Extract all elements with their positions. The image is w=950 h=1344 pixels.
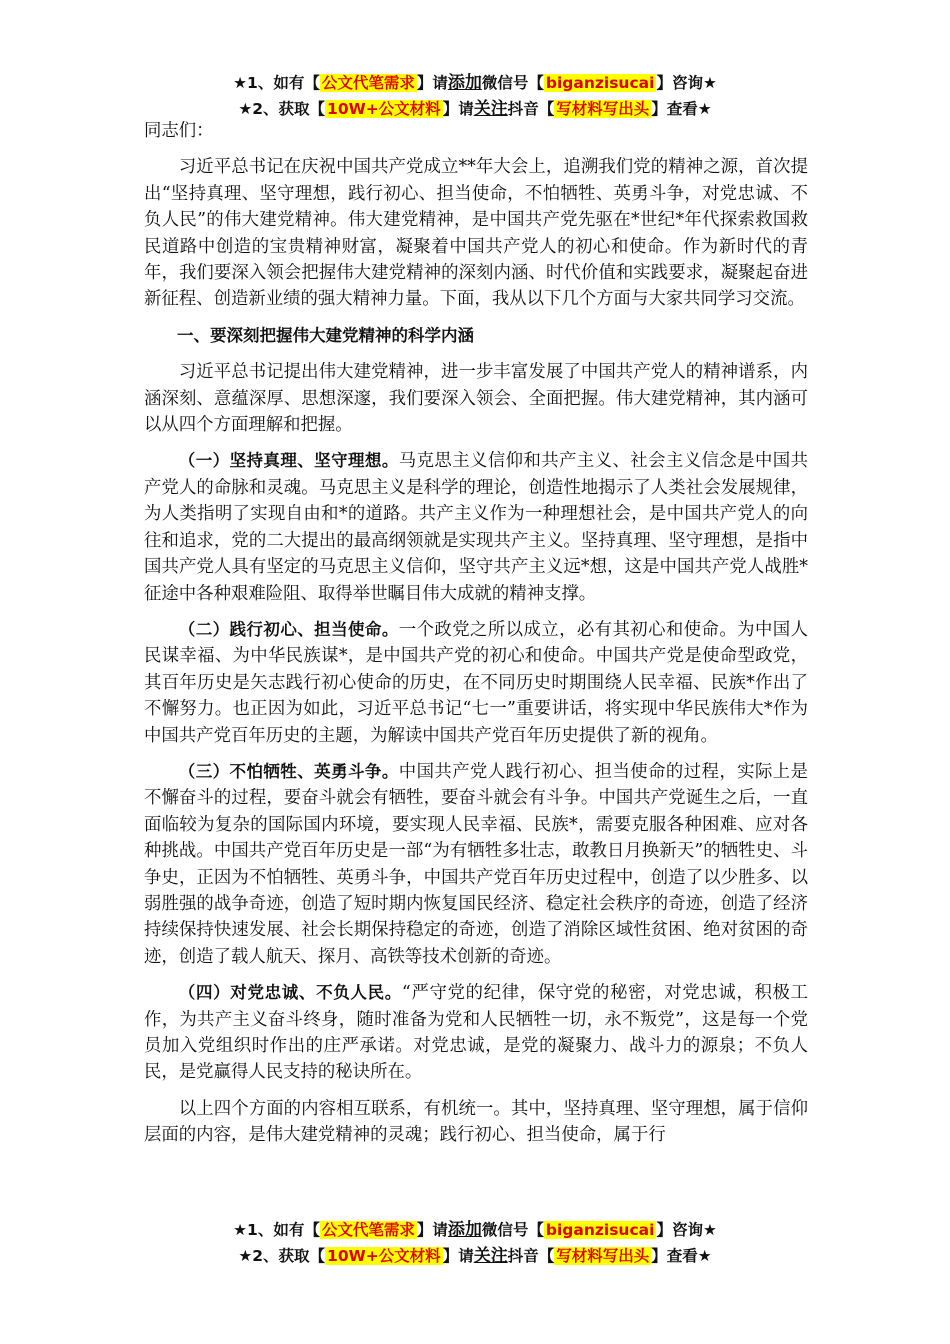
overview-paragraph: 习近平总书记提出伟大建党精神，进一步丰富发展了中国共产党人的精神谱系，内涵深刻、意蕴深厚、思想深邃，我们要深入领会、全面把握。伟大建党精神，其内涵可以从四个方面理解和把握。 bbox=[144, 362, 808, 436]
highlight-materials: 10W+公文材料 bbox=[327, 1247, 441, 1265]
intro-paragraph: 习近平总书记在庆祝中国共产党成立**年大会上，追溯我们党的精神之源，首次提出“坚持真理、坚守理想，践行初心、担当使命，不怕牺牲、英勇斗争，对党忠诚、不负人民”的伟大建党精神。伟大建党精神，是中国共产党先驱在*世纪*年代探索救国救民道路中创造的宝贵精神财富，凝聚着中国共产党人的初心和使命。作为新时代的青年，我们要深入领会把握伟大建党精神的深刻内涵、时代价值和实践要求，凝聚起奋进新征程、创造新业绩的强大精神力量。下面，我从以下几个方面与大家共同学习交流。 bbox=[144, 157, 808, 310]
document-body bbox=[144, 118, 808, 1159]
section-body-2: 一个政党之所以成立，必有其初心和使命。为中国人民谋幸福、为中华民族谋*，是中国共产党的初心和使命。中国共产党是使命型政党，其百年历史是矢志践行初心使命的历史，在不同历史时期围绕人民幸福、民族*作出了不懈努力。也正因为如此，习近平总书记“七一”重要讲话，将实现中华民族伟大*作为中国共产党百年历史的主题，为解读中国共产党百年历史提供了新的视角。 bbox=[144, 619, 808, 746]
follow-link-text: 关注 bbox=[473, 99, 508, 119]
section-body-1: 马克思主义信仰和共产主义、社会主义信念是中国共产党人的命脉和灵魂。马克思主义是科学的理论，创造性地揭示了人类社会发展规律，为人类指明了实现自由和*的道路。共产主义作为一种理想社会，是中国共产党人的向往和追求，党的二大提出的最高纲领就是实现共产主义。坚持真理、坚守理想，是指中国共产党人具有坚定的马克思主义信仰，坚守共产主义远*想，这是中国共产党人战胜*征途中各种艰难险阻、取得举世瞩目伟大成就的精神支撑。 bbox=[144, 451, 808, 604]
salutation: 同志们： bbox=[144, 121, 214, 141]
section-heading-1: 一、要深刻把握伟大建党精神的科学内涵 bbox=[177, 325, 474, 345]
section-paragraph-1 bbox=[144, 448, 808, 606]
follow-link-text: 关注 bbox=[473, 1246, 508, 1266]
bottom-banner-line-2: ★2、获取【 10W+公文材料 】请关注抖音【 写材料写出头 】查看★ bbox=[238, 1246, 712, 1266]
section-lead-4: （四）对党忠诚、不负人民。 bbox=[178, 983, 402, 1003]
top-banner-line-1: ★1、如有【 公文代笔需求 】请添加微信号【 biganzisucai 】咨询★ bbox=[233, 73, 717, 93]
section-body-4: “严守党的纪律，保守党的秘密，对党忠诚，积极工作，为共产主义奋斗终身，随时准备为党和人民牺牲一切，永不叛党”，这是每一个党员加入党组织时作出的庄严承诺。对党忠诚，是党的凝聚力、战斗力的源泉；不负人民，是党赢得人民支持的秘诀所在。 bbox=[144, 983, 808, 1083]
highlight-ghostwriting: 公文代笔需求 bbox=[321, 74, 415, 92]
highlight-douyin-account: 写材料写出头 bbox=[556, 100, 650, 118]
section-paragraph-3 bbox=[144, 759, 808, 970]
add-link-text: 添加 bbox=[447, 1220, 482, 1240]
section-lead-3: （三）不怕牺牲、英勇斗争。 bbox=[178, 761, 399, 781]
highlight-materials: 10W+公文材料 bbox=[327, 100, 441, 118]
add-link-text: 添加 bbox=[447, 73, 482, 93]
summary-paragraph: 以上四个方面的内容相互联系，有机统一。其中，坚持真理、坚守理想，属于信仰层面的内容，是伟大建党精神的灵魂；践行初心、担当使命，属于行 bbox=[144, 1098, 808, 1146]
section-lead-2: （二）践行初心、担当使命。 bbox=[178, 619, 399, 639]
bottom-banner-line-1: ★1、如有【 公文代笔需求 】请添加微信号【 biganzisucai 】咨询★ bbox=[233, 1220, 717, 1240]
section-paragraph-4 bbox=[144, 980, 808, 1086]
highlight-ghostwriting: 公文代笔需求 bbox=[321, 1221, 415, 1239]
highlight-douyin-account: 写材料写出头 bbox=[556, 1247, 650, 1265]
section-body-3: 中国共产党人践行初心、担当使命的过程，实际上是不懈奋斗的过程，要奋斗就会有牺牲，要奋斗就会有斗争。中国共产党诞生之后，一直面临较为复杂的国际国内环境，要实现人民幸福、民族*，需要克服各种困难、应对各种挑战。中国共产党百年历史是一部“为有牺牲多壮志，敢教日月换新天”的牺牲史、斗争史，正因为不怕牺牲、英勇斗争，中国共产党百年历史过程中，创造了以少胜多、以弱胜强的战争奇迹，创造了短时期内恢复国民经济、稳定社会秩序的奇迹，创造了经济持续保持快速发展、社会长期保持稳定的奇迹，创造了消除区域性贫困、绝对贫困的奇迹，创造了载人航天、探月、高铁等技术创新的奇迹。 bbox=[144, 761, 808, 967]
highlight-wechat-id: biganzisucai bbox=[545, 74, 655, 92]
top-banner-line-2: ★2、获取【 10W+公文材料 】请关注抖音【 写材料写出头 】查看★ bbox=[238, 99, 712, 119]
section-paragraph-2 bbox=[144, 617, 808, 749]
highlight-wechat-id: biganzisucai bbox=[545, 1221, 655, 1239]
section-lead-1: （一）坚持真理、坚守理想。 bbox=[178, 451, 399, 471]
